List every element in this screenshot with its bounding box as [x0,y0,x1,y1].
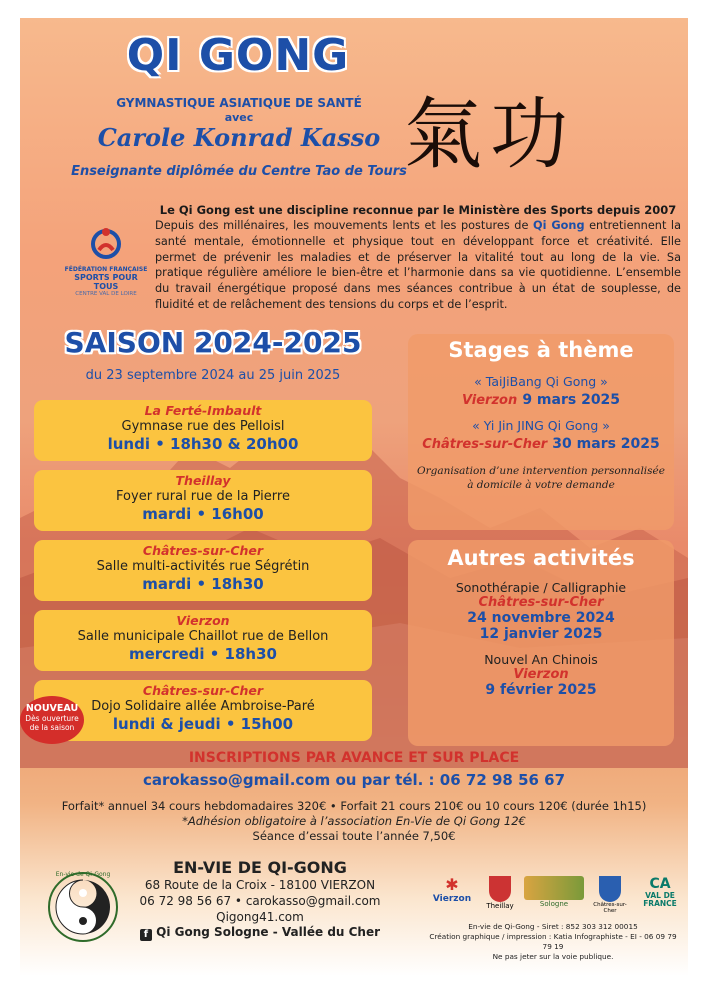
autres-heading: Autres activités [447,546,635,570]
intro-text-bold: Qi Gong [533,219,585,232]
stages-note-line1: Organisation d’une intervention personnalisée [417,465,665,477]
credits-line2: Création graphique / impression : Katia Infographiste - EI - 06 09 79 79 19 [429,932,677,951]
stage-date: 30 mars 2025 [552,436,660,452]
autres-box [408,540,674,746]
inscription-contact [34,771,674,789]
slot-time: lundi • 18h30 & 20h00 [107,435,299,453]
federation-line1: FÉDÉRATION FRANÇAISE [64,266,148,273]
stages-note-line2: à domicile à votre demande [467,479,615,491]
schedule-slot [34,680,372,741]
activity2-date: 9 février 2025 [485,682,597,698]
intro-text-start: Depuis des millénaires, les mouvements lents et les postures de [155,219,533,232]
facebook-page: Qi Gong Sologne - Vallée du Cher [156,925,381,939]
teacher-name: Carole Konrad Kasso [97,123,381,152]
intro-paragraph [155,218,681,313]
intro-text-end: entretiennent la santé mentale, émotionnelle et physique tout en développant force et créativité. Elle permet de prévenir les maladies et de préserver la vitalité tout au long de la vie. Sa pratique régulière améliore le bien-être et l’harmonie dans sa vie quotidienne. L’ensemble du travail énergétique proposé dans mes séances contribue à un état de souplesse, de fluidité et de relâchement des tensions du corps et de l’esprit. [155,219,681,311]
slot-town: Vierzon [176,613,230,628]
phone-text: ou par tél. : 06 72 98 56 67 [335,771,566,789]
badge-line1: Dès ouverture [25,714,79,723]
badge-line2: de la saison [29,723,75,732]
slot-town: Châtres-sur-Cher [142,683,264,698]
facebook-line[interactable] [130,925,390,941]
schedule-slot [34,610,372,671]
association-address: 68 Route de la Croix - 18100 VIERZON [144,878,376,892]
slot-town: Châtres-sur-Cher [142,543,264,558]
activity1-date-a: 24 novembre 2024 [467,610,615,626]
schedule-slot [34,540,372,601]
activity1-date-b: 12 janvier 2025 [479,626,603,642]
partner-chatres-text: Châtres-sur-Cher [593,902,627,914]
intro-headline: Le Qi Gong est une discipline reconnue par le Ministère des Sports depuis 2007 [159,203,677,217]
partner-logo-vierzon: ✱ Vierzon [428,876,476,916]
stage-date: 9 mars 2025 [522,392,621,408]
partner-logo-credit-agricole: CA VAL DE FRANCE [636,876,684,916]
slot-place: Salle municipale Chaillot rue de Bellon [77,629,329,644]
stage-name: « TaiJiBang Qi Gong » [474,374,608,389]
teacher-credential: Enseignante diplômée du Centre Tao de Tours [71,164,407,179]
slot-time: mardi • 18h30 [142,575,264,593]
season-dates: du 23 septembre 2024 au 25 juin 2025 [85,368,341,383]
stages-heading: Stages à thème [448,338,634,362]
slot-town: Theillay [175,473,231,488]
activity1: Sonothérapie / Calligraphie [455,580,627,595]
slot-time: lundi & jeudi • 15h00 [112,715,294,733]
federation-logo [62,226,150,297]
activity2-town: Vierzon [513,667,569,682]
federation-line3: CENTRE VAL DE LOIRE [75,291,137,297]
schedule-slot [34,400,372,461]
credits [428,922,678,962]
association-contact: 06 72 98 56 67 • carokasso@gmail.com [139,894,381,908]
pricing-essai: Séance d’essai toute l’année 7,50€ [252,829,456,843]
pricing [34,799,674,844]
badge-title: NOUVEAU [25,703,79,714]
partner-logo-sologne [524,876,584,916]
facebook-icon: f [140,929,152,941]
partner-vierzon-text: Vierzon [432,894,472,904]
slot-place: Salle multi-activités rue Ségrétin [96,559,310,574]
partner-logo-theillay [482,876,518,916]
activity2: Nouvel An Chinois [484,652,598,667]
pricing-adhesion: *Adhésion obligatoire à l’association En-Vie de Qi Gong 12€ [182,814,526,828]
slot-town: La Ferté-Imbault [144,403,262,418]
association-logo [44,868,122,946]
association-name: EN-VIE DE QI-GONG [173,858,347,877]
federation-line2: SPORTS POUR TOUS [74,273,138,291]
pricing-forfait: Forfait* annuel 34 cours hebdomadaires 320€ • Forfait 21 cours 210€ ou 10 cours 120€ (durée 1h15) [61,799,647,813]
federation-emblem-icon [91,226,121,262]
partner-sologne-text: Sologne [539,900,569,908]
stage-name: « Yi Jin JING Qi Gong » [472,418,610,433]
slot-time: mardi • 16h00 [142,505,264,523]
credits-line3: Ne pas jeter sur la voie publique. [492,952,614,961]
stage-town: Châtres-sur-Cher [422,437,548,452]
credits-line1: En-vie de Qi-Gong - Siret : 852 303 312 00015 [468,922,638,931]
chinese-calligraphy: 氣功 [404,90,577,180]
schedule-slot [34,470,372,531]
flyer [20,18,688,976]
subtitle: GYMNASTIQUE ASIATIQUE DE SANTÉ [116,96,362,110]
slot-place: Gymnase rue des Pelloisl [121,419,285,434]
stage-town: Vierzon [461,393,518,408]
activity1-town: Châtres-sur-Cher [478,595,604,610]
page-title: QI GONG [126,30,350,81]
association-block [130,858,390,941]
association-website[interactable]: Qigong41.com [216,910,304,924]
slot-time: mercredi • 18h30 [128,645,277,663]
slot-place: Foyer rural rue de la Pierre [116,489,290,504]
new-badge [20,696,84,744]
slot-place: Dojo Solidaire allée Ambroise-Paré [91,699,315,714]
partner-logos [428,876,686,920]
season-title: SAISON 2024-2025 [64,326,362,359]
partner-logo-chatres [590,876,630,916]
partner-theillay-text: Theillay [486,902,514,910]
stages-box [408,334,674,530]
email-link[interactable]: carokasso@gmail.com [142,771,331,789]
partner-ca-text: VAL DE FRANCE [643,891,677,908]
association-logo-text: En-vie de Qi-Gong [55,871,111,878]
subtitle-avec: avec [224,111,254,124]
inscription-heading: INSCRIPTIONS PAR AVANCE ET SUR PLACE [188,750,520,766]
